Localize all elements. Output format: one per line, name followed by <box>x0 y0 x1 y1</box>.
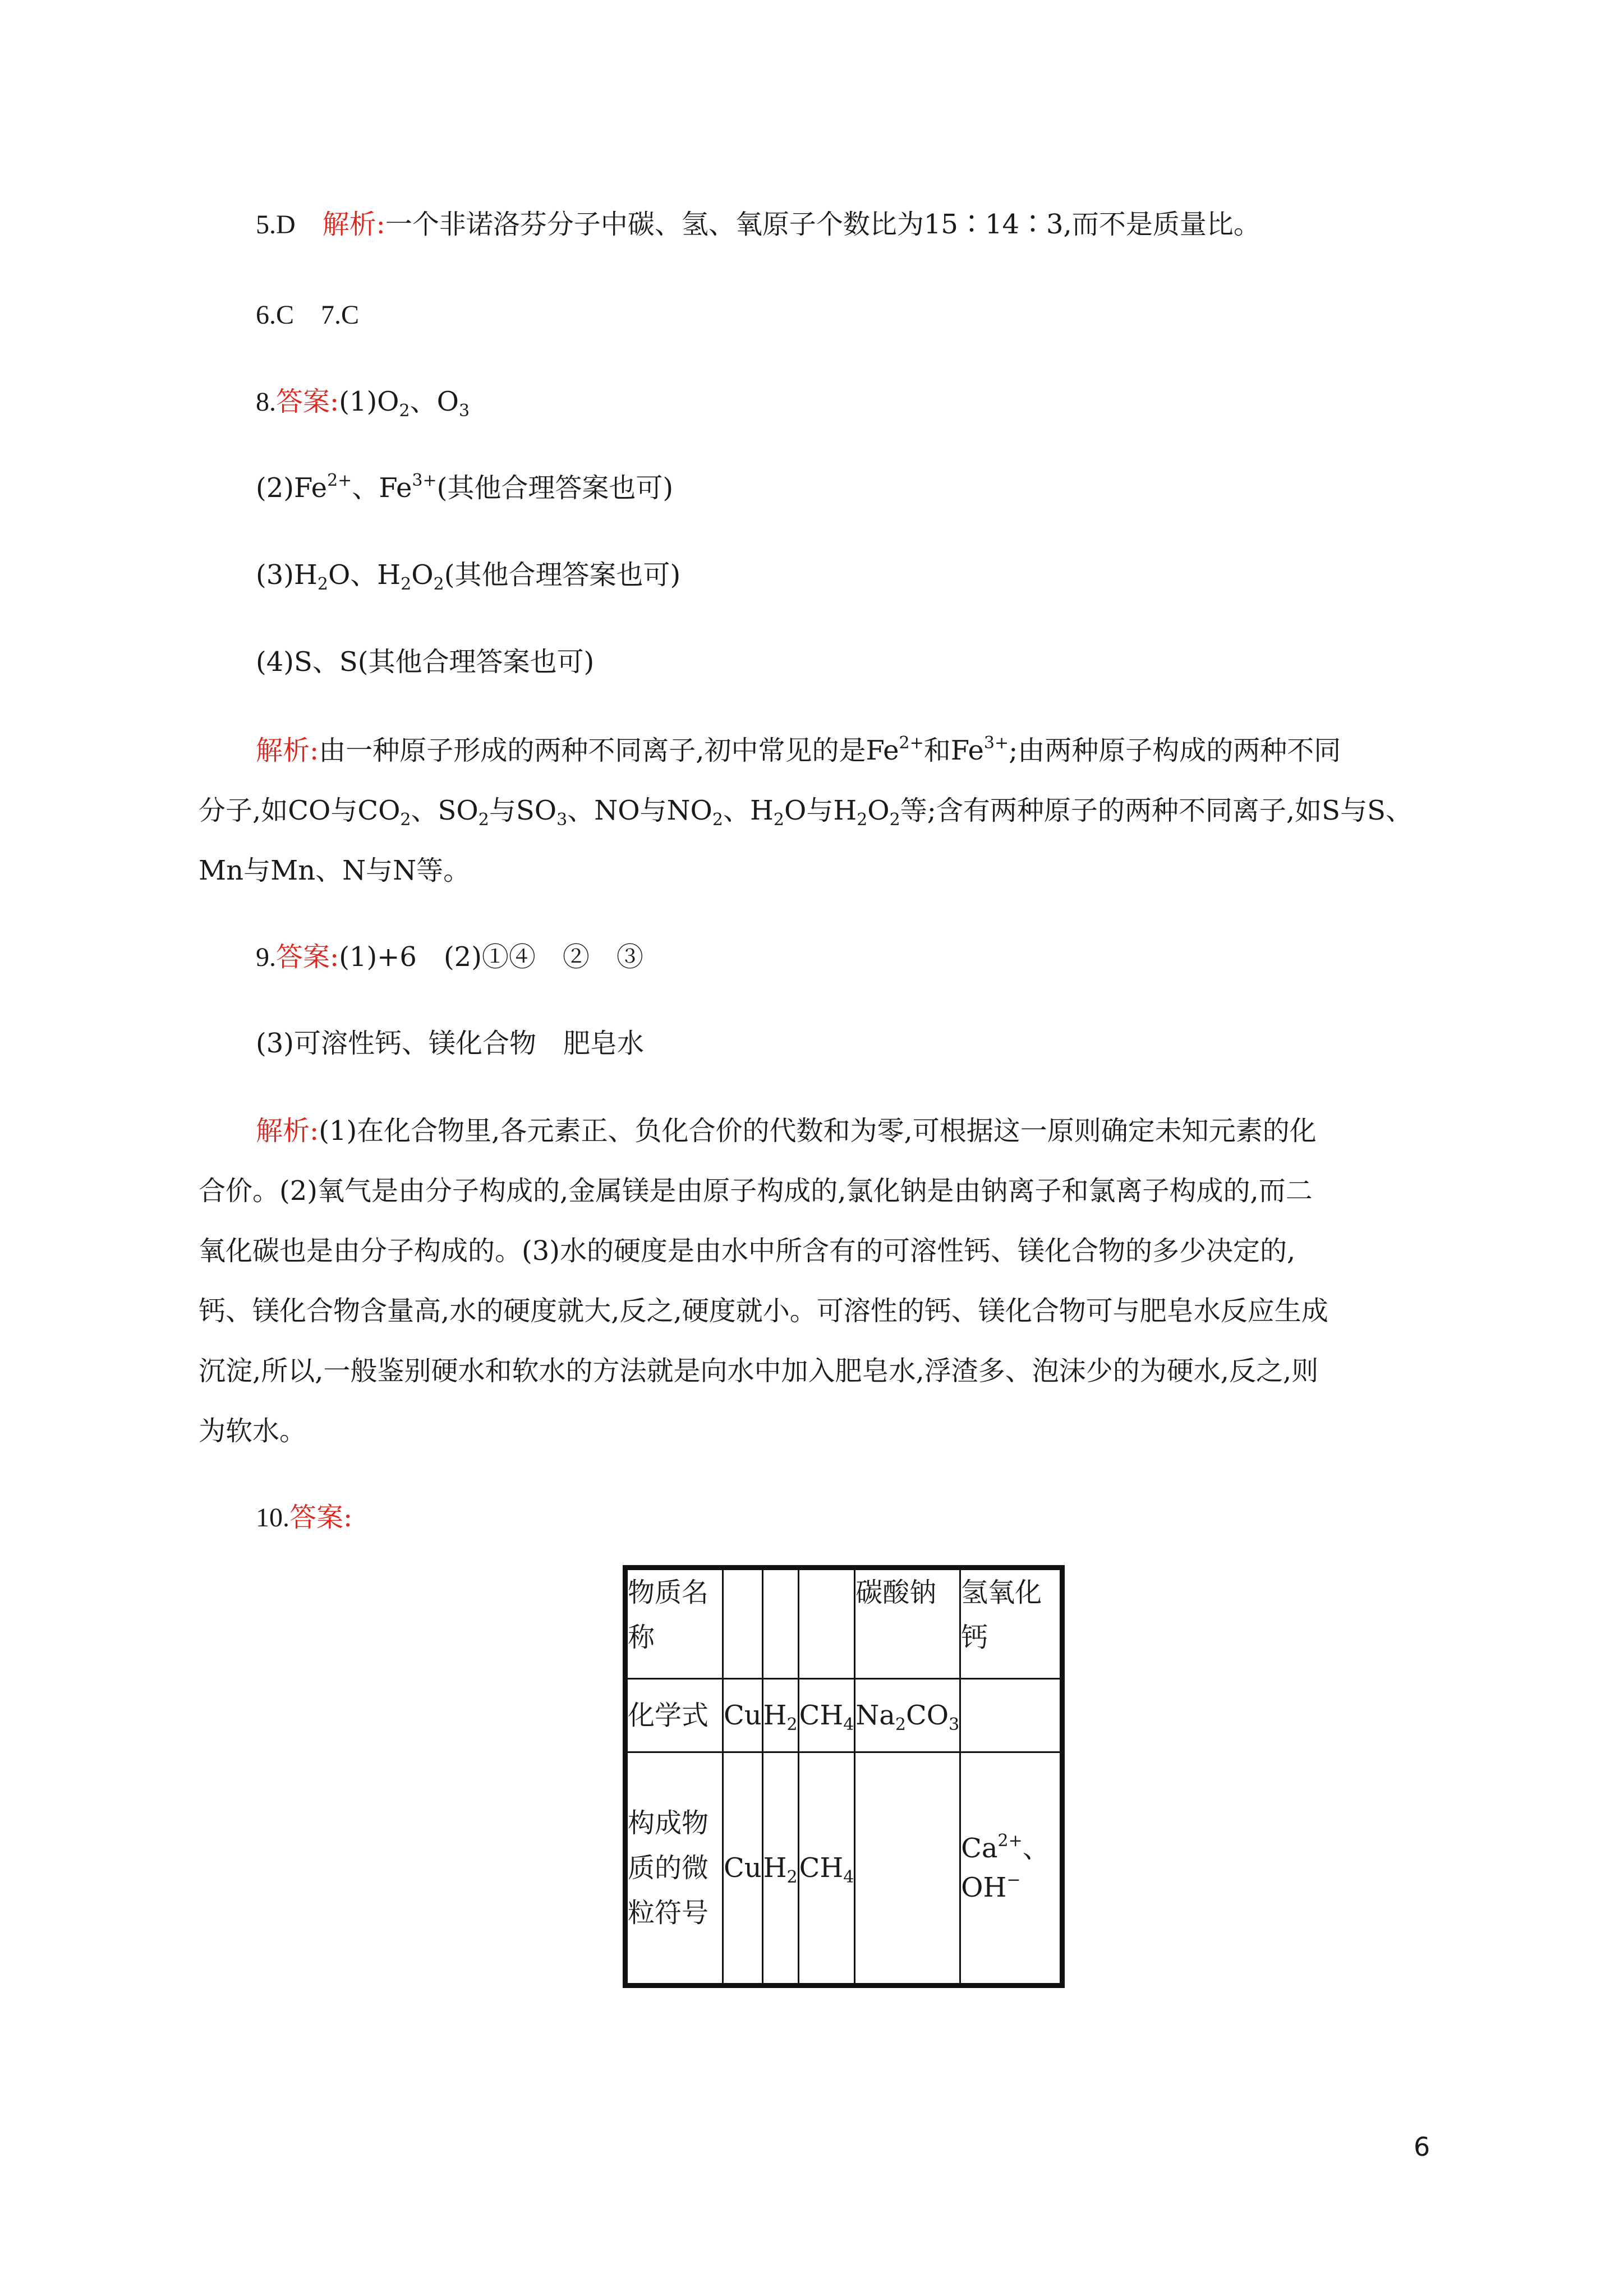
text-run: CH <box>799 1852 844 1884</box>
text-run: O <box>867 795 890 826</box>
text-run: (其他合理答案也可) <box>436 472 674 504</box>
q8-analysis-label: 解析: <box>256 735 319 766</box>
subscript: 2 <box>895 1715 906 1734</box>
text-run: 由一种原子形成的两种不同离子,初中常见的是Fe <box>319 735 899 766</box>
text-run: Ca <box>961 1833 998 1864</box>
q8-answer-2 <box>256 470 673 507</box>
q9-answer-1 <box>256 938 643 976</box>
subscript: 2 <box>773 810 784 830</box>
table-cell <box>798 1568 855 1679</box>
text-run: 和Fe <box>923 735 984 766</box>
text-run: (3)可溶性钙、镁化合物 肥皂水 <box>256 1028 644 1059</box>
table-row <box>625 1752 1062 1986</box>
subscript: 2 <box>401 574 412 594</box>
q6-answer: C <box>276 300 295 330</box>
text-run: (3)H <box>256 559 318 591</box>
q9-analysis-line-5 <box>199 1352 1318 1389</box>
text-run: H <box>763 1852 787 1884</box>
row-header-particle <box>625 1752 723 1986</box>
q6-q7-line <box>256 296 359 334</box>
subscript: 2 <box>857 810 868 830</box>
q9-answer-label: 答案: <box>276 941 339 973</box>
q7-number: 7. <box>321 300 342 330</box>
q8-answer-1 <box>256 383 470 421</box>
text-run: O <box>411 559 434 591</box>
table-cell <box>762 1752 798 1986</box>
text-run: 等;含有两种原子的两种不同离子,如S与S、 <box>900 795 1413 826</box>
q8-answer-3 <box>256 556 680 593</box>
text-run: 钙、镁化合物含量高,水的硬度就大,反之,硬度就小。可溶性的钙、镁化合物可与肥皂水反应生成 <box>199 1295 1328 1327</box>
text-run: 、SO <box>411 795 479 826</box>
table-cell <box>960 1752 1062 1986</box>
text-run: CH <box>799 1700 844 1731</box>
q6-number: 6. <box>256 300 276 330</box>
text-run: (2)Fe <box>256 472 328 504</box>
q8-answer-4 <box>256 643 594 680</box>
q9-analysis-line-1 <box>256 1112 1317 1149</box>
subscript: 2 <box>400 810 411 830</box>
substance-table <box>623 1565 1065 1988</box>
text-run: 氧化碳也是由分子构成的。(3)水的硬度是由水中所含有的可溶性钙、镁化合物的多少决定的, <box>199 1235 1296 1267</box>
superscript: 2+ <box>997 1831 1023 1851</box>
table-cell: 碳酸钠 <box>855 1568 960 1679</box>
superscript: 3+ <box>412 471 437 490</box>
q9-number: 9. <box>256 942 276 972</box>
q9-answer-2 <box>256 1025 644 1062</box>
text-run: 、NO与NO <box>567 795 712 826</box>
table-cell <box>798 1679 855 1752</box>
text-run: O与H <box>784 795 857 826</box>
text-run: 、H <box>723 795 774 826</box>
page-number: 6 <box>1414 2132 1430 2162</box>
q8-number: 8. <box>256 387 276 417</box>
text-run: 分子,如CO与CO <box>199 795 401 826</box>
q9-analysis-line-4 <box>199 1292 1328 1329</box>
q5-answer: D <box>276 210 296 240</box>
text-run: (其他合理答案也可) <box>444 559 681 591</box>
table-cell <box>855 1679 960 1752</box>
row-header-name: 物质名称 <box>625 1568 723 1679</box>
text-run: 、O <box>410 386 459 417</box>
q10-answer-label: 答案: <box>289 1502 353 1533</box>
text-run: ;由两种原子构成的两种不同 <box>1009 735 1341 766</box>
table-cell <box>798 1752 855 1986</box>
subscript: 2 <box>317 574 328 594</box>
subscript: 4 <box>843 1867 854 1887</box>
table-cell: Cu <box>723 1679 763 1752</box>
subscript: 3 <box>949 1715 960 1734</box>
q9-analysis-line-6 <box>199 1412 306 1450</box>
subscript: 2 <box>889 810 900 830</box>
q7-answer: C <box>341 300 360 330</box>
subscript: 2 <box>399 401 410 421</box>
text-run: 合价。(2)氧气是由分子构成的,金属镁是由原子构成的,氯化钠是由钠离子和氯离子构成的,而二 <box>199 1175 1313 1207</box>
q9-analysis-line-2 <box>199 1172 1313 1209</box>
q8-analysis-line-1 <box>256 732 1341 769</box>
q5-analysis-label: 解析: <box>322 209 385 240</box>
subscript: 3 <box>556 810 568 830</box>
subscript: 2 <box>786 1715 798 1734</box>
text-run: (1)在化合物里,各元素正、负化合价的代数和为零,可根据这一原则确定未知元素的化 <box>319 1115 1317 1147</box>
text-run: OH <box>961 1872 1007 1903</box>
subscript: 2 <box>433 574 444 594</box>
q8-answer-label: 答案: <box>276 386 339 417</box>
text-run: 与SO <box>489 795 557 826</box>
subscript: 4 <box>843 1715 854 1734</box>
subscript: 3 <box>458 401 470 421</box>
subscript: 2 <box>786 1867 798 1887</box>
superscript: 3+ <box>983 733 1009 753</box>
q8-analysis-line-3 <box>199 852 470 889</box>
text-run: CO <box>906 1700 949 1731</box>
table-cell <box>762 1568 798 1679</box>
q9-analysis-label: 解析: <box>256 1115 319 1147</box>
superscript: 2+ <box>899 733 924 753</box>
table-row <box>625 1679 1062 1752</box>
table-row <box>625 1568 1062 1679</box>
text-run: 、Fe <box>352 472 412 504</box>
table-cell: Cu <box>723 1752 763 1986</box>
q5-line <box>256 206 1260 243</box>
text-run: Na <box>855 1700 895 1731</box>
table-cell <box>723 1568 763 1679</box>
text-run: (4)S、S(其他合理答案也可) <box>256 646 595 678</box>
subscript: 2 <box>712 810 724 830</box>
table-cell <box>762 1679 798 1752</box>
text-run: H <box>763 1700 787 1731</box>
table-cell <box>960 1679 1062 1752</box>
text-run: Mn与Mn、N与N等。 <box>199 855 471 886</box>
q9-analysis-line-3 <box>199 1232 1295 1269</box>
q5-analysis-text: 一个非诺洛芬分子中碳、氢、氧原子个数比为15∶14∶3,而不是质量比。 <box>385 209 1260 240</box>
text-run: O、H <box>328 559 401 591</box>
table-cell: 氢氧化钙 <box>960 1568 1062 1679</box>
superscript: − <box>1006 1870 1021 1890</box>
q10-line <box>256 1499 352 1536</box>
subscript: 2 <box>478 810 489 830</box>
text-run: (1)O <box>339 386 399 417</box>
text-run: 、 <box>1022 1833 1050 1864</box>
superscript: 2+ <box>327 471 352 490</box>
text-run: 微粒符号 <box>628 1852 709 1929</box>
table-cell <box>855 1752 960 1986</box>
q5-number: 5. <box>256 210 276 240</box>
text-run: 构成物质的 <box>628 1807 709 1884</box>
text-run: 为软水。 <box>199 1415 307 1447</box>
row-header-formula: 化学式 <box>625 1679 723 1752</box>
text-run: (1)+6 (2)①④ ② ③ <box>339 941 643 973</box>
q8-analysis-line-2 <box>199 792 1413 829</box>
q10-number: 10. <box>256 1503 289 1533</box>
text-run: 沉淀,所以,一般鉴别硬水和软水的方法就是向水中加入肥皂水,浮渣多、泡沫少的为硬水,反之,则 <box>199 1355 1319 1387</box>
